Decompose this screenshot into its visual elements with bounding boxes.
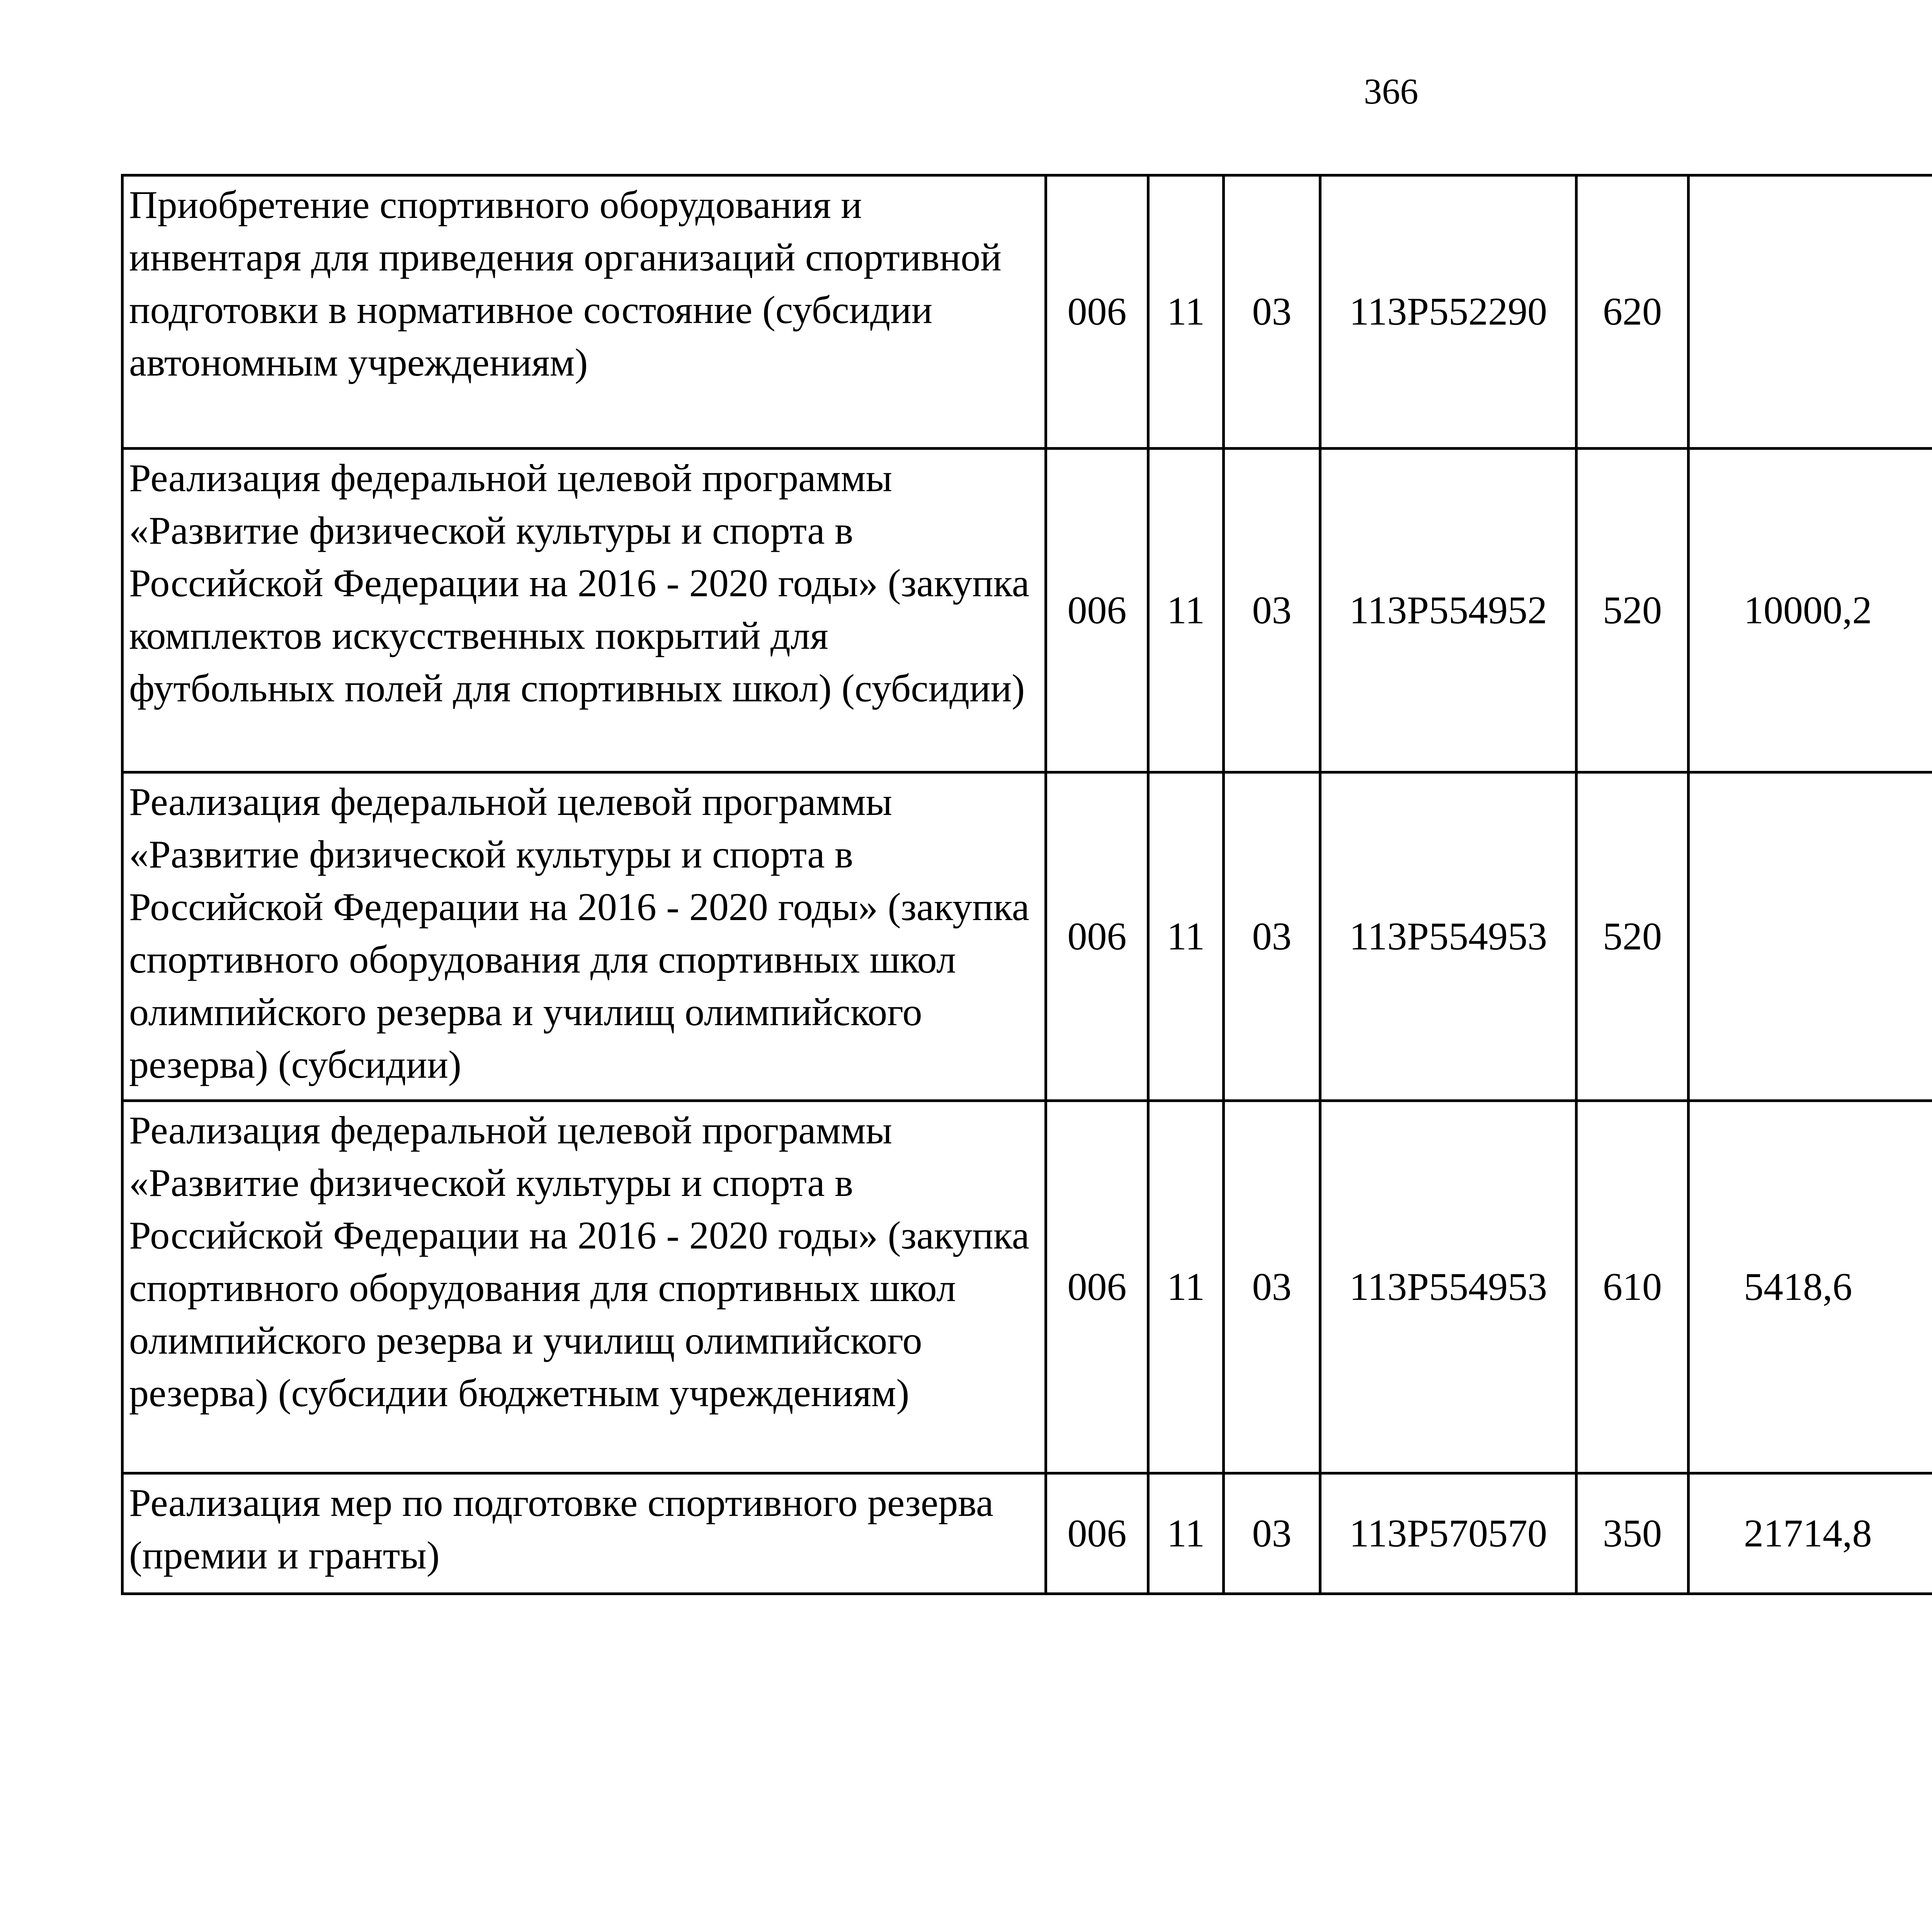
expense-type-code: 350: [1577, 1473, 1689, 1594]
target-item-code: 113Р554953: [1320, 772, 1577, 1101]
subsection-code: 03: [1224, 1101, 1320, 1473]
amount-1: [1689, 772, 1932, 1101]
amount-1: [1689, 175, 1932, 449]
section-code: 11: [1148, 175, 1224, 449]
target-item-code: 113Р554952: [1320, 449, 1577, 772]
target-item-code: 113Р554953: [1320, 1101, 1577, 1473]
ministry-code: 006: [1046, 175, 1148, 449]
budget-table: [121, 174, 1932, 1595]
ministry-code: 006: [1046, 1473, 1148, 1594]
row-description: Реализация федеральной целевой программы «Развитие физической культуры и спорта в Российской Федерации на 2016 - 2020 годы» (закупка комплектов искусственных покрытий для футбольных полей для спортивных школ) (субсидии): [122, 449, 1046, 772]
section-code: 11: [1148, 1473, 1224, 1594]
section-code: 11: [1148, 1101, 1224, 1473]
row-description: Приобретение спортивного оборудования и инвентаря для приведения организаций спортивной подготовки в нормативное состояние (субсидии автономным учреждениям): [122, 175, 1046, 449]
expense-type-code: 520: [1577, 449, 1689, 772]
amount-1: 10000,2: [1689, 449, 1932, 772]
target-item-code: 113Р552290: [1320, 175, 1577, 449]
subsection-code: 03: [1224, 1473, 1320, 1594]
ministry-code: 006: [1046, 1101, 1148, 1473]
expense-type-code: 610: [1577, 1101, 1689, 1473]
row-description: Реализация федеральной целевой программы «Развитие физической культуры и спорта в Российской Федерации на 2016 - 2020 годы» (закупка спортивного оборудования для спортивных школ олимпийского резерва и училищ олимпийского резерва) (субсидии бюджетным учреждениям): [122, 1101, 1046, 1473]
table-row: [122, 1473, 1932, 1594]
ministry-code: 006: [1046, 449, 1148, 772]
row-description: Реализация федеральной целевой программы «Развитие физической культуры и спорта в Российской Федерации на 2016 - 2020 годы» (закупка спортивного оборудования для спортивных школ олимпийского резерва и училищ олимпийского резерва) (субсидии): [122, 772, 1046, 1101]
amount-1: 21714,8: [1689, 1473, 1932, 1594]
table-row: [122, 449, 1932, 772]
expense-type-code: 520: [1577, 772, 1689, 1101]
section-code: 11: [1148, 772, 1224, 1101]
subsection-code: 03: [1224, 175, 1320, 449]
section-code: 11: [1148, 449, 1224, 772]
amount-1: 5418,6: [1689, 1101, 1932, 1473]
target-item-code: 113Р570570: [1320, 1473, 1577, 1594]
subsection-code: 03: [1224, 449, 1320, 772]
ministry-code: 006: [1046, 772, 1148, 1101]
table-row: [122, 1101, 1932, 1473]
table-row: [122, 772, 1932, 1101]
row-description: Реализация мер по подготовке спортивного резерва (премии и гранты): [122, 1473, 1046, 1594]
page-number: 366: [1364, 71, 1418, 112]
subsection-code: 03: [1224, 772, 1320, 1101]
table-row: [122, 175, 1932, 449]
expense-type-code: 620: [1577, 175, 1689, 449]
